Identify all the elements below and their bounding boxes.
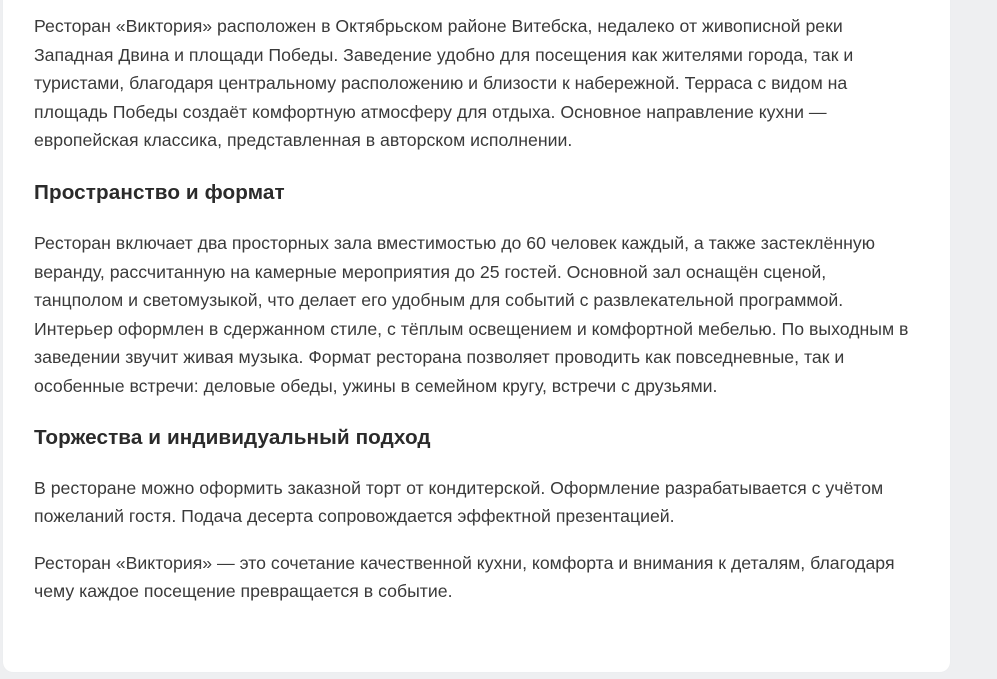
- section-heading-celebrations: Торжества и индивидуальный подход: [34, 425, 431, 449]
- intro-paragraph: Ресторан «Виктория» расположен в Октябрьском районе Витебска, недалеко от живописной реки Западная Двина и площади Победы. Заведение удобно для посещения как жителями города, так и туристами, благодаря центральному расположению и близости к набережной. Терраса с видом на площадь Победы создаёт комфортную атмосферу для отдыха. Основное направление кухни — европейская классика, представленная в авторском исполнении.: [34, 16, 854, 151]
- celebrations-paragraph: В ресторане можно оформить заказной торт от кондитерской. Оформление разрабатывается с учётом пожеланий гостя. Подача десерта сопровождается эффектной презентацией.: [34, 477, 884, 527]
- section-heading-space-format: Пространство и формат: [34, 180, 285, 204]
- article-card: [3, 0, 950, 672]
- conclusion-paragraph: Ресторан «Виктория» — это сочетание качественной кухни, комфорта и внимания к деталям, благодаря чему каждое посещение превращается в событие.: [34, 552, 895, 602]
- space-format-paragraph: Ресторан включает два просторных зала вместимостью до 60 человек каждый, а также застеклённую веранду, рассчитанную на камерные мероприятия до 25 гостей. Основной зал оснащён сценой, танцполом и светомузыкой, что делает его удобным для событий с развлекательной программой. Интерьер оформлен в сдержанном стиле, с тёплым освещением и комфортной мебелью. По выходным в заведении звучит живая музыка. Формат ресторана позволяет проводить как повседневные, так и особенные встречи: деловые обеды, ужины в семейном кругу, встречи с друзьями.: [34, 232, 909, 396]
